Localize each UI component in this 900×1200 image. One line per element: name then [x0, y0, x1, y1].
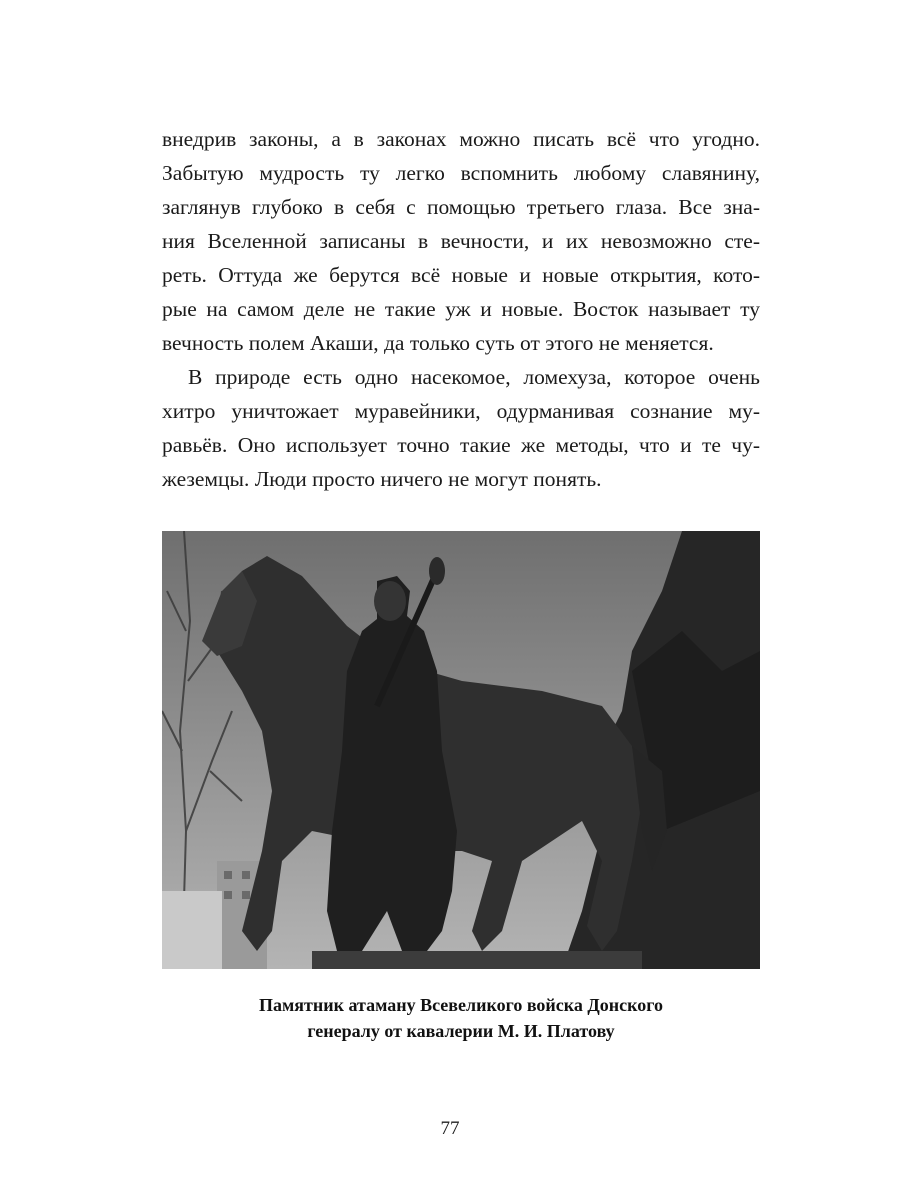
text-line: равьёв. Оно использует точно такие же методы, что и те чу-: [162, 433, 760, 457]
caption-line: генералу от кавалерии М. И. Платову: [307, 1021, 615, 1041]
figure-caption: [162, 992, 760, 1044]
text-line: реть. Оттуда же берутся всё новые и новые открытия, кото-: [162, 263, 760, 287]
monument-illustration: [162, 531, 760, 969]
text-line: вечность полем Акаши, да только суть от этого не меняется.: [162, 331, 714, 355]
text-line: Забытую мудрость ту легко вспомнить любому славянину,: [162, 161, 760, 185]
caption-line: Памятник атаману Всевеликого войска Донского: [259, 995, 663, 1015]
body-text: [162, 122, 760, 496]
text-line: жеземцы. Люди просто ничего не могут понять.: [162, 467, 602, 491]
text-line: хитро уничтожает муравейники, одурманивая сознание му-: [162, 399, 760, 423]
text-line: В природе есть одно насекомое, ломехуза, которое очень: [188, 365, 760, 389]
text-line: рые на самом деле не такие уж и новые. Восток называет ту: [162, 297, 760, 321]
page-number: 77: [440, 1118, 460, 1139]
text-line: ния Вселенной записаны в вечности, и их невозможно сте-: [162, 229, 760, 253]
text-line: внедрив законы, а в законах можно писать всё что угодно.: [162, 127, 760, 151]
monument-photo: [162, 531, 760, 969]
text-line: заглянув глубоко в себя с помощью третьего глаза. Все зна-: [162, 195, 760, 219]
